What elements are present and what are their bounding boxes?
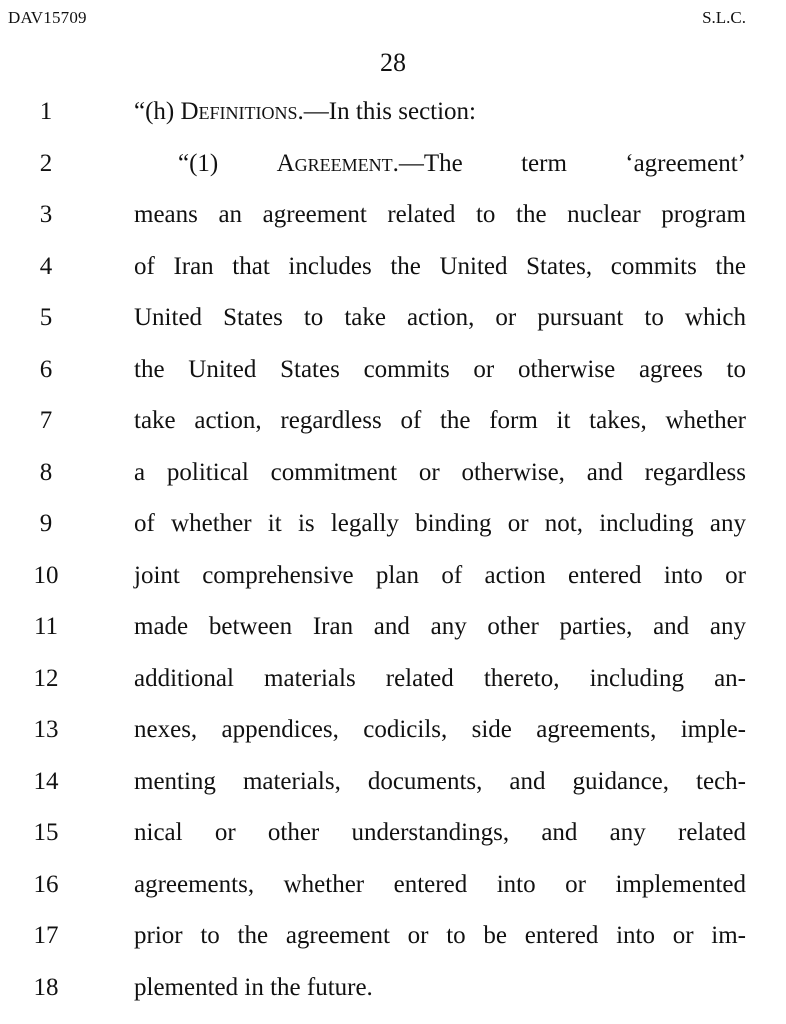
text-line-11 (0, 607, 786, 647)
line-number: 12 (33, 664, 59, 692)
text-line-18 (0, 968, 786, 1008)
text-line-2 (0, 144, 786, 184)
document-id: DAV15709 (8, 8, 87, 27)
text-line-1 (0, 92, 786, 132)
line-number: 6 (39, 355, 53, 383)
paragraph-open: “(1) (178, 149, 277, 177)
text-line-17 (0, 916, 786, 956)
text-line-7 (0, 401, 786, 441)
text-line-15 (0, 813, 786, 853)
line-text: nexes, appendices, codicils, side agreements, imple- (134, 716, 746, 743)
line-text: the United States commits or otherwise agrees to (134, 355, 746, 383)
line-number: 14 (33, 767, 59, 795)
text-line-6 (0, 350, 786, 390)
line-text: of whether it is legally binding or not, including any (134, 510, 746, 537)
text-line-8 (0, 453, 786, 493)
text-line-16 (0, 865, 786, 905)
line-text: joint comprehensive plan of action entered into or (134, 561, 746, 589)
line-text: made between Iran and any other parties, and any (134, 613, 746, 640)
line-text: take action, regardless of the form it takes, whether (134, 407, 746, 434)
line-text: of Iran that includes the United States, commits the (134, 252, 746, 280)
text-line-5 (0, 298, 786, 338)
text-line-10 (0, 556, 786, 596)
line-text: plemented in the future. (134, 973, 373, 1001)
line-number: 4 (39, 252, 53, 280)
line-text (178, 144, 746, 184)
text-line-9 (0, 504, 786, 544)
line-number: 16 (33, 870, 59, 898)
text-line-13 (0, 710, 786, 750)
line-number: 18 (33, 973, 59, 1001)
line-text (134, 92, 746, 132)
line-text: prior to the agreement or to be entered into or im- (134, 922, 746, 949)
line-number: 7 (39, 407, 53, 434)
line-number: 5 (39, 304, 53, 331)
office-code: S.L.C. (702, 8, 746, 27)
page-number: 28 (380, 48, 406, 77)
line-number: 2 (39, 149, 53, 177)
line-number: 8 (39, 458, 53, 486)
subsection-open: “(h) (134, 98, 181, 125)
line-number: 13 (33, 716, 59, 743)
line-number: 10 (33, 561, 59, 589)
line-number: 15 (33, 819, 59, 846)
line-text: menting materials, documents, and guidance, tech- (134, 767, 746, 795)
line-text: agreements, whether entered into or implemented (134, 870, 746, 898)
text-line-4 (0, 247, 786, 287)
text-line-12 (0, 659, 786, 699)
line-number: 1 (39, 98, 53, 125)
line-text: a political commitment or otherwise, and regardless (134, 458, 746, 486)
line-text: nical or other understandings, and any related (134, 819, 746, 846)
line-text: United States to take action, or pursuant to which (134, 304, 746, 331)
line-number: 17 (33, 922, 59, 949)
line-number: 11 (33, 613, 59, 640)
paragraph-intro: .—The term ‘agreement’ (392, 149, 746, 177)
line-number: 3 (39, 201, 53, 228)
text-line-3 (0, 195, 786, 235)
line-number: 9 (39, 510, 53, 537)
line-text: means an agreement related to the nuclear program (134, 201, 746, 228)
text-line-14 (0, 762, 786, 802)
subsection-intro: .—In this section: (297, 98, 477, 125)
line-text: additional materials related thereto, including an- (134, 664, 746, 692)
subsection-heading: Definitions (180, 98, 298, 125)
paragraph-heading: Agreement (276, 149, 393, 177)
